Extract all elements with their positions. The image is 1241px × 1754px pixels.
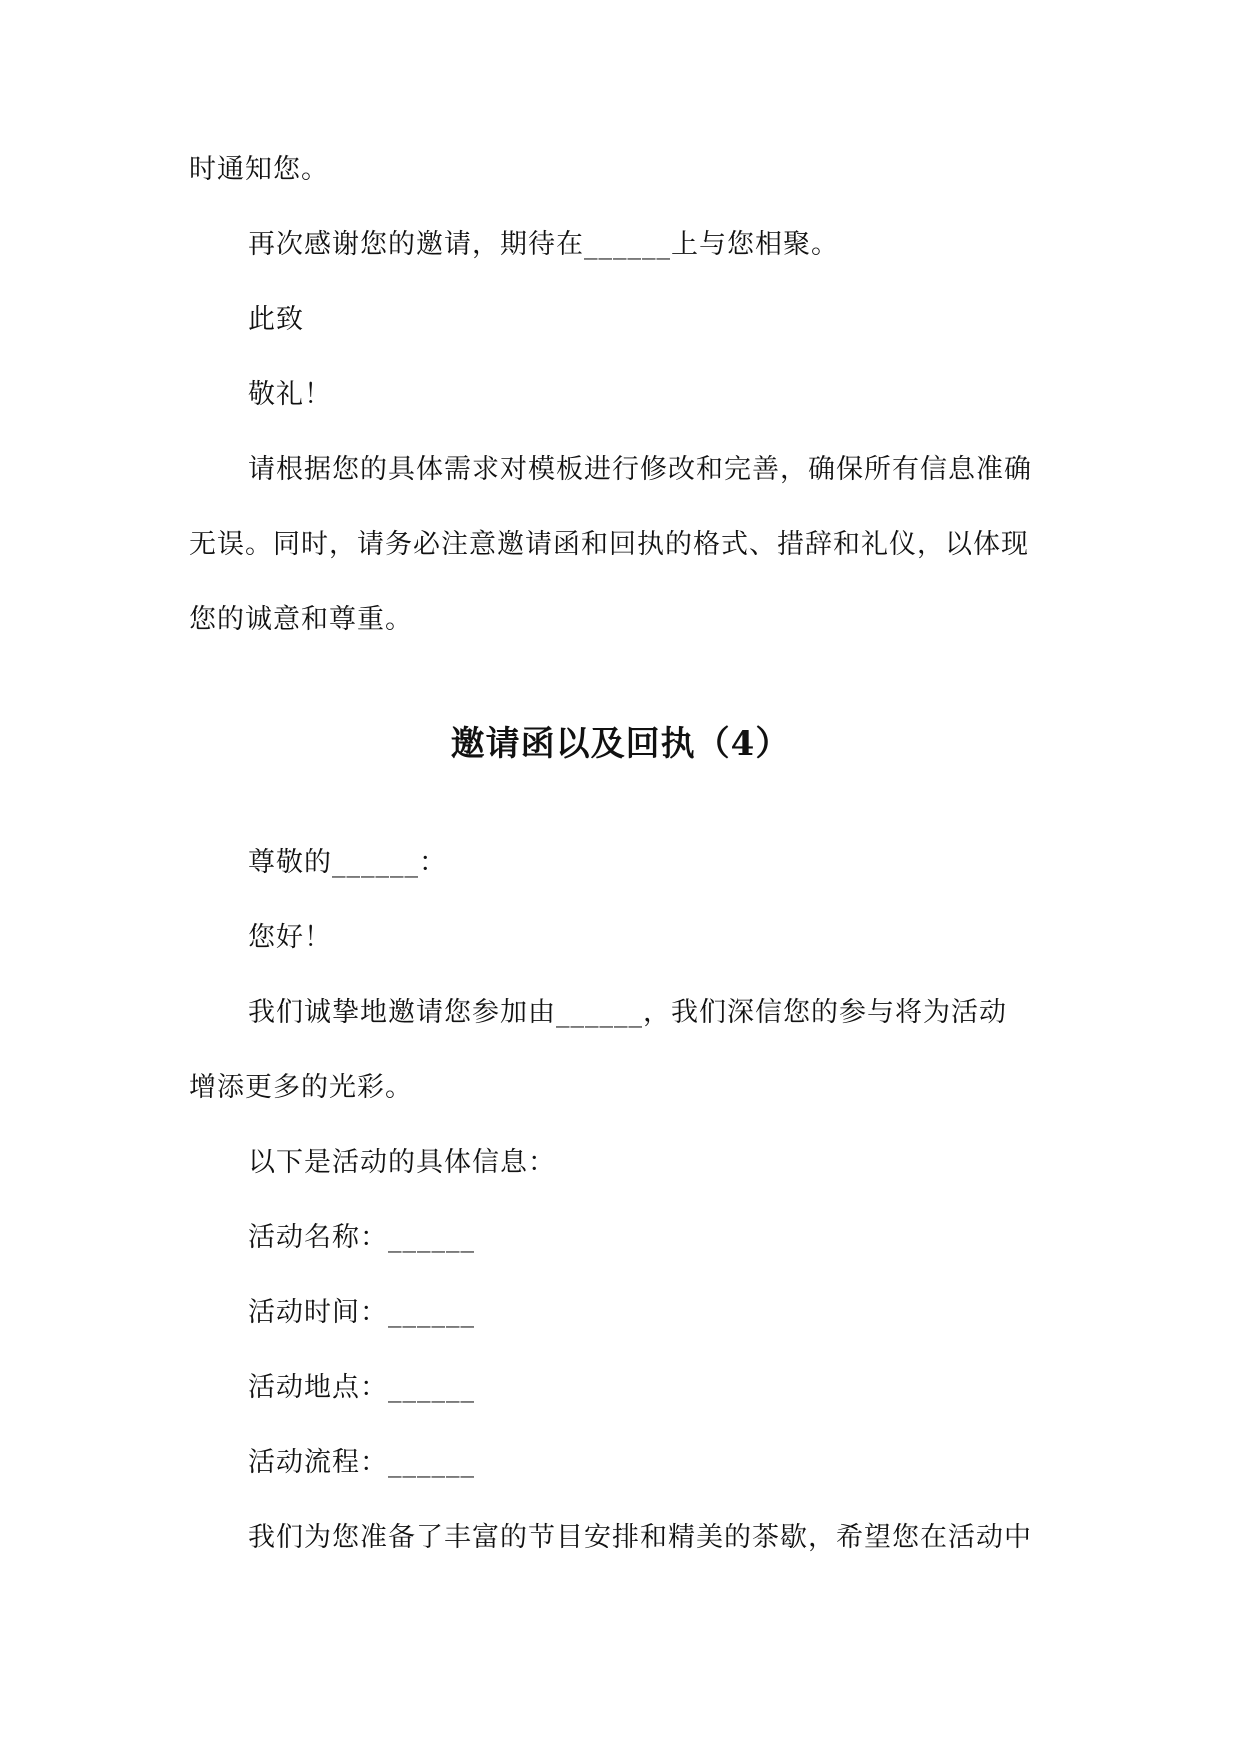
event-name-field: 活动名称：______ [248,1222,475,1253]
text-line: 您的诚意和尊重。 [189,604,413,635]
text-line: 时通知您。 [189,154,329,185]
event-time-field: 活动时间：______ [248,1297,475,1328]
text-line: 请根据您的具体需求对模板进行修改和完善，确保所有信息准确 [248,454,1032,485]
text-line: 无误。同时，请务必注意邀请函和回执的格式、措辞和礼仪，以体现 [189,529,1029,560]
text-line: 此致 [248,304,304,335]
text-line: 增添更多的光彩。 [189,1072,413,1103]
text-line: 敬礼！ [248,379,332,410]
event-flow-field: 活动流程：______ [248,1447,475,1478]
text-line: 再次感谢您的邀请，期待在______上与您相聚。 [248,229,839,260]
text-line: 我们诚挚地邀请您参加由______，我们深信您的参与将为活动 [248,997,1007,1028]
salutation: 尊敬的______： [248,847,447,878]
event-place-field: 活动地点：______ [248,1372,475,1403]
section-title: 邀请函以及回执（4） [450,724,791,764]
text-line: 我们为您准备了丰富的节目安排和精美的茶歇，希望您在活动中 [248,1522,1032,1553]
greeting: 您好！ [248,922,332,953]
text-line: 以下是活动的具体信息： [248,1147,556,1178]
